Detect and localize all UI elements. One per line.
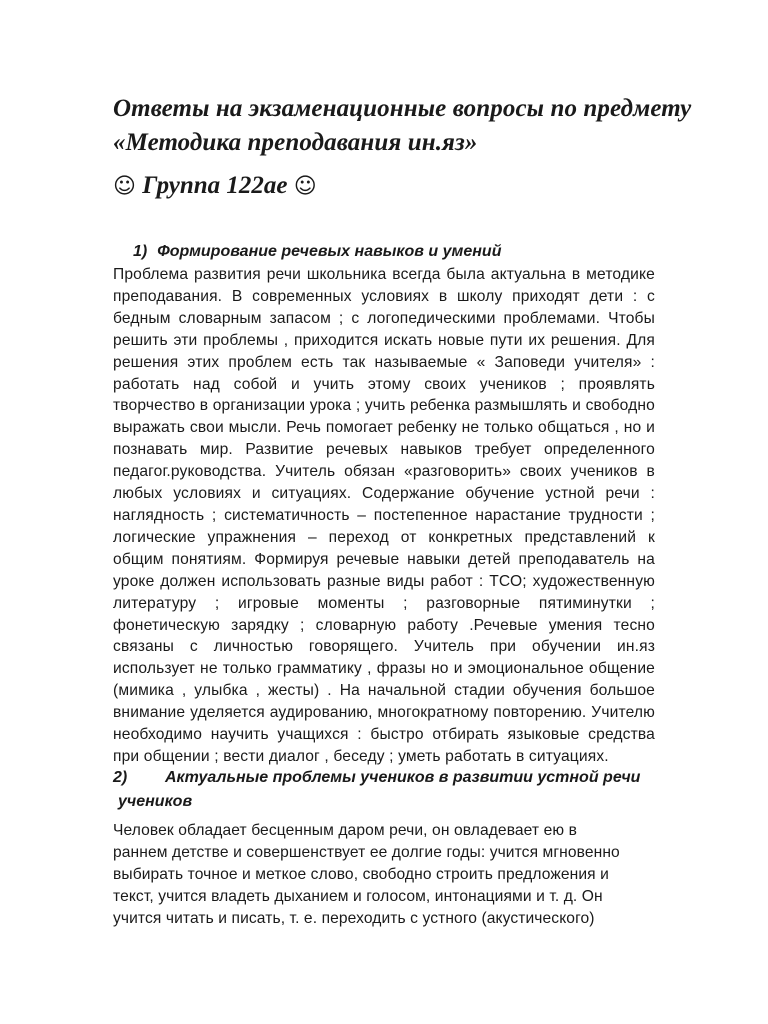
section-2-number: 2) <box>113 769 128 786</box>
section-2-body-line: выбирать точное и меткое слово, свободно строить предложения и <box>113 865 609 883</box>
group-heading <box>113 170 317 203</box>
smiley-icon-right: ☺ <box>293 174 317 199</box>
section-1-heading <box>133 241 501 263</box>
section-2-body-line: текст, учится владеть дыханием и голосом, интонациями и т. д. Он <box>113 887 603 905</box>
section-1-number: 1) <box>133 243 148 260</box>
group-label: Группа 122ае <box>142 172 288 199</box>
section-1-title: Формирование речевых навыков и умений <box>157 243 502 260</box>
section-2-body <box>113 820 658 930</box>
section-2-body-line: учится читать и писать, т. е. переходить с устного (акустического) <box>113 909 595 927</box>
section-2-body-line: раннем детстве и совершенствует ее долгие годы: учится мгновенно <box>113 843 620 861</box>
section-2-heading <box>113 766 673 814</box>
section-2-title-line1: Актуальные проблемы учеников в развитии устной речи <box>165 769 641 786</box>
document-title: Ответы на экзаменационные вопросы по предмету «Методика преподавания ин.яз» <box>113 95 692 156</box>
smiley-icon-left: ☺ <box>113 174 136 199</box>
section-1-body: Проблема развития речи школьника всегда была актуальна в методике преподавания. В современных условиях в школу приходят дети : с бедным словарным запасом ; с логопедическими проблемами. Чтобы решить эти проблемы , приходится искать новые пути их решения. Для решения этих проблем есть так называемые « Заповеди учителя» : работать над собой и учить этому своих учеников ; проявлять творчество в организации урока ; учить ребенка размышлять и свободно выражать свои мысли. Речь помогает ребенку не только общаться , но и познавать мир. Развитие речевых навыков требует определенного педагог.руководства. Учитель обязан «разговорить» своих учеников в любых условиях и ситуациях. Содержание обучение устной речи : наглядность ; систематичность – постепенное нарастание трудности ; логические упражнения – переход от конкретных представлений к общим понятиям. Формируя речевые навыки детей преподаватель на уроке должен использовать разные виды работ : ТСО; художественную литературу ; игровые моменты ; разговорные пятиминутки ; фонетическую зарядку ; словарную работу .Речевые умения тесно связаны с личностью говорящего. Учитель при обучении ин.яз использует не только грамматику , фразы но и эмоциональное общение (мимика , улыбка , жесты) . На начальной стадии обучения большое внимание уделяется аудированию, многократному повторению. Учителю необходимо научить учащихся : быстро отбирать языковые средства при общении ; вести диалог , беседу ; уметь работать в ситуациях. <box>113 266 655 765</box>
section-2-title-line2: учеников <box>118 793 193 810</box>
section-2-body-line: Человек обладает бесценным даром речи, он овладевает ею в <box>113 822 577 839</box>
